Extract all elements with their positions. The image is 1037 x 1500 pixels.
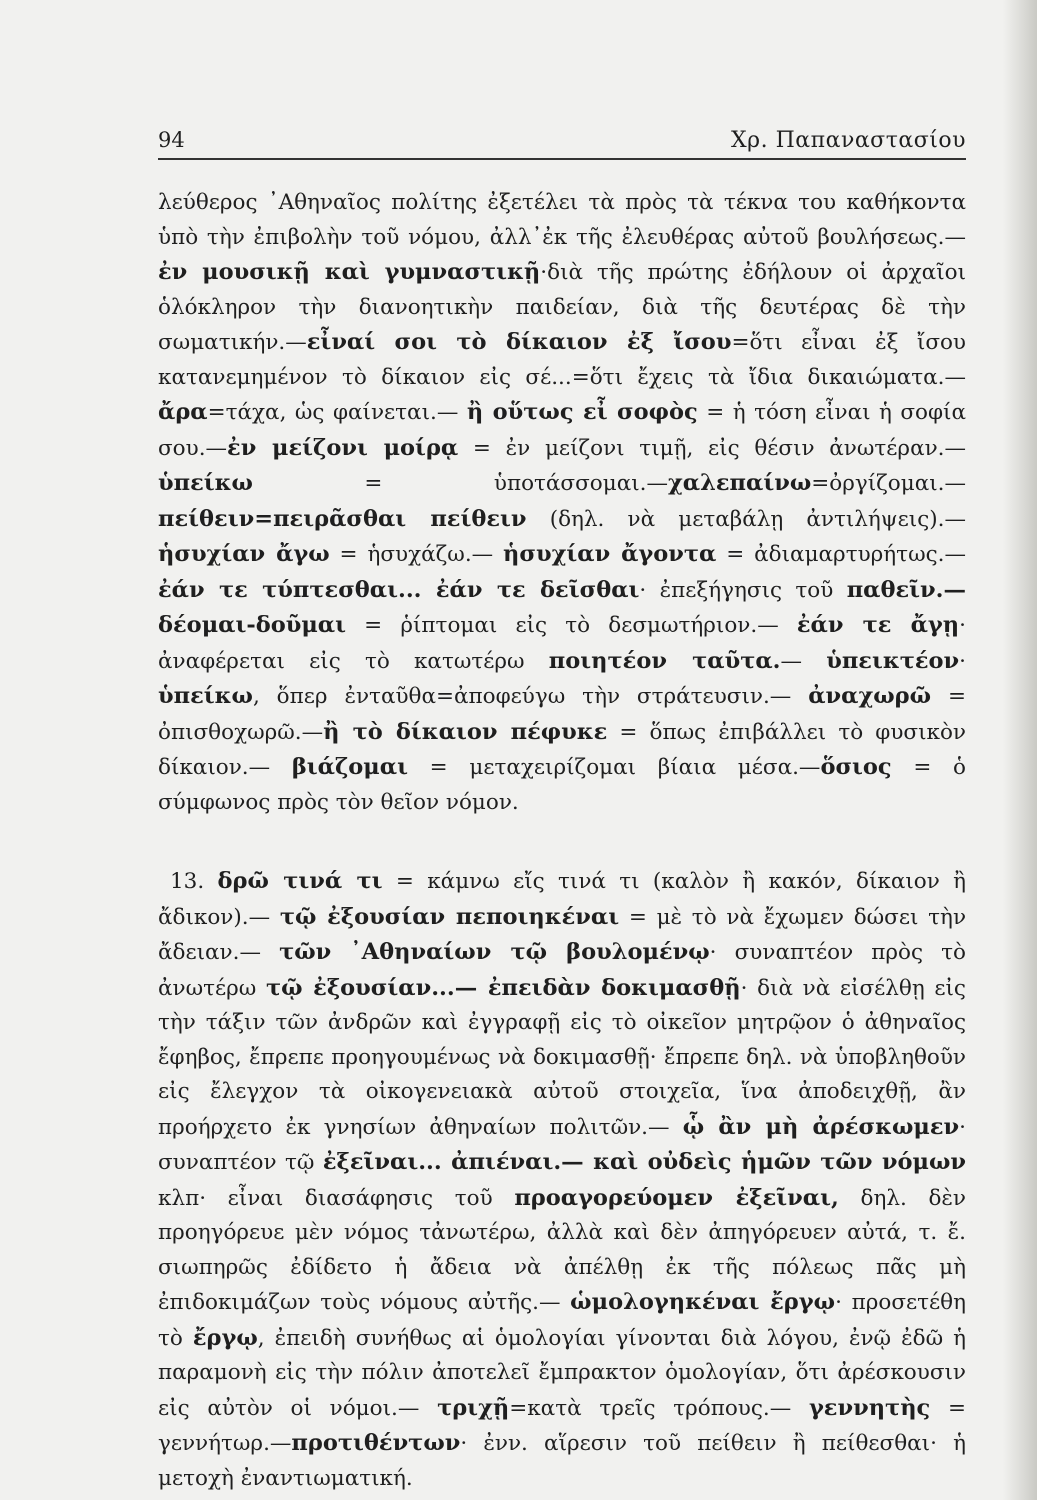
gloss-text: =ὅτι εἶναι ἐξ ἴσου κατανεμημένον τὸ δίκαιον εἰς σέ...=ὅτι ἔχεις τὰ ἴδια δικαιώματα.— xyxy=(158,330,967,390)
lemma: προαγορεύομεν ἐξεῖναι, xyxy=(514,1184,839,1211)
scan-page-edge xyxy=(1003,0,1037,1500)
lemma: ὅσιος xyxy=(820,754,892,780)
lemma: ἄρα xyxy=(158,399,208,425)
lemma: ἐξεῖναι... ἀπιέναι.— καὶ οὐδεὶς ἡμῶν τῶν νόμων xyxy=(322,1149,967,1175)
gloss-text: (δηλ. νὰ μεταβάλῃ ἀντιλήψεις).— xyxy=(526,506,966,532)
lemma: ἐάν τε ἄγῃ xyxy=(796,612,960,638)
lemma: παθεῖν.—δέομαι-δοῦμαι xyxy=(158,576,967,638)
lemma: ἡσυχίαν ἄγοντα xyxy=(503,541,717,567)
gloss-text: — xyxy=(780,648,827,674)
lemma: ἀναχωρῶ xyxy=(808,683,932,709)
gloss-text: = ῥίπτομαι εἰς τὸ δεσμωτήριον.— xyxy=(346,613,797,638)
lemma: ὑπείκω xyxy=(158,683,253,709)
gloss-text: =τάχα, ὡς φαίνεται.— xyxy=(207,400,467,425)
gloss-text: = ὀπισθοχωρῶ.— xyxy=(158,684,966,745)
gloss-text: ·διὰ τῆς πρώτης ἐδήλουν οἱ ἀρχαῖοι ὁλόκληρον τὴν διανοητικὴν παιδείαν, διὰ τῆς δευτέρας δὲ τὴν σωματικήν.— xyxy=(158,260,966,355)
lemma: ὡμολογηκέναι ἔργῳ xyxy=(570,1289,836,1315)
gloss-text: · ἐνν. αἵρεσιν τοῦ πείθειν ἢ πείθεσθαι· ἡ μετοχὴ ἐναντιωματική. xyxy=(158,1431,966,1491)
lemma: τῶν ᾿Αθηναίων τῷ βουλομένῳ xyxy=(279,939,710,965)
lemma: ἢ οὕτως εἶ σοφὸς xyxy=(466,399,698,425)
lemma: προτιθέντων xyxy=(291,1430,461,1456)
lemma: ἐάν τε τύπτεσθαι... ἐάν τε δεῖσθαι xyxy=(158,576,640,603)
gloss-text: = ἀδιαμαρτυρήτως.— xyxy=(716,542,966,567)
page-number: 94 xyxy=(158,128,185,152)
lemma: τριχῇ xyxy=(437,1394,510,1421)
gloss-text: · συναπτέον τῷ xyxy=(158,1114,966,1175)
gloss-text: · προσετέθη τὸ xyxy=(158,1290,966,1351)
gloss-text: · xyxy=(959,648,967,674)
gloss-text: = ἡ τόση εἶναι ἡ σοφία σου.— xyxy=(158,400,967,461)
gloss-text: κλπ· εἶναι διασάφησις τοῦ xyxy=(158,1185,515,1211)
lemma: ἔργῳ xyxy=(192,1324,258,1351)
gloss-text: = ὅπως ἐπιβάλλει τὸ φυσικὸν δίκαιον.— xyxy=(158,719,966,780)
gloss-text: , ἐπειδὴ συνήθως αἱ ὁμολογίαι γίνονται διὰ λόγου, ἐνῷ ἐδῶ ἡ παραμονὴ εἰς τὴν πόλιν ἀποτελεῖ ἔμπρακτον ὁμολογίαν, ὅτι ἀρέσκουσιν εἰς αὐτὸν οἱ νόμοι.— xyxy=(158,1325,966,1421)
lemma: ποιητέον ταῦτα. xyxy=(548,647,781,674)
lemma: ἐν μείζονι μοίρᾳ xyxy=(227,434,459,461)
lemma: τῷ ἐξουσίαν πεποιηκέναι xyxy=(279,903,620,930)
gloss-text: 13. xyxy=(170,869,218,894)
lemma: ἢ τὸ δίκαιον πέφυκε xyxy=(323,718,608,745)
lemma: ὑπείκω xyxy=(158,470,253,496)
lemma: δρῶ τινά τι xyxy=(217,868,383,894)
gloss-text: · διὰ νὰ εἰσέλθῃ εἰς τὴν τάξιν τῶν ἀνδρῶν καὶ ἐγγραφῇ εἰς τὸ οἰκεῖον μητρῷον ὁ ἀθηναῖος ἔφηβος, ἔπρεπε προηγουμένως νὰ δοκιμασθῇ· ἔπρεπε δηλ. νὰ ὑποβληθοῦν εἰς ἔλεγχον τὰ οἰκογενειακὰ αὐτοῦ στοιχεῖα, ἵνα ἀποδειχθῇ, ἂν προήρχετο ἐκ γνησίων ἀθηναίων πολιτῶν.— xyxy=(158,975,966,1140)
gloss-text: = μὲ τὸ νὰ ἔχωμεν δώσει τὴν ἄδειαν.— xyxy=(158,904,967,965)
gloss-text: = κάμνω εἴς τινά τι (καλὸν ἢ κακόν, δίκαιον ἢ ἄδικον).— xyxy=(158,869,967,930)
gloss-text: , ὅπερ ἐνταῦθα=ἀποφεύγω τὴν στράτευσιν.— xyxy=(252,684,809,709)
lemma: γεννητὴς xyxy=(808,1394,931,1421)
lemma: ἡσυχίαν ἄγω xyxy=(158,541,330,567)
lemma: τῷ ἐξουσίαν...— ἐπειδὰν δοκιμασθῇ xyxy=(265,974,741,1001)
gloss-text: · ἀναφέρεται εἰς τὸ κατωτέρω xyxy=(158,613,966,674)
gloss-text: · ἐπεξήγησις τοῦ xyxy=(639,577,847,603)
lemma: ἐν μουσικῇ καὶ γυμναστικῇ xyxy=(158,259,541,285)
running-head: Χρ. Παπαναστασίου xyxy=(731,128,966,153)
lemma: χαλεπαίνω xyxy=(667,470,812,496)
lemma: εἶναί σοι τὸ δίκαιον ἐξ ἴσου xyxy=(306,329,732,355)
gloss-text: λεύθερος ᾿Αθηναῖος πολίτης ἐξετέλει τὰ πρὸς τὰ τέκνα του καθήκοντα ὑπὸ τὴν ἐπιβολὴν τοῦ νόμου, ἀλλ᾿ἐκ τῆς ἐλευθέρας αὐτοῦ βουλήσεως.— xyxy=(158,190,966,250)
commentary-paragraph-13 xyxy=(158,864,966,1496)
gloss-text: = ἐν μείζονι τιμῇ, εἰς θέσιν ἀνωτέραν.— xyxy=(458,435,966,461)
lemma: ᾧ ἂν μὴ ἀρέσκωμεν xyxy=(682,1113,960,1140)
lemma: πείθειν=πειρᾶσθαι πείθειν xyxy=(158,505,527,532)
gloss-text: δηλ. δὲν προηγόρευε μὲν νόμος τἀνωτέρω, ἀλλὰ καὶ δὲν ἀπηγόρευεν αὐτά, τ. ἔ. σιωπηρῶς ἐδίδετο ἡ ἄδεια νὰ ἀπέλθῃ ἐκ τῆς πόλεως πᾶς μὴ ἐπιδοκιμάζων τοὺς νόμους αὐτῆς.— xyxy=(158,1185,966,1315)
gloss-text: =ὀργίζομαι.— xyxy=(811,471,966,496)
page-header xyxy=(158,128,966,160)
gloss-text: = γεννήτωρ.— xyxy=(158,1395,966,1456)
lemma: βιάζομαι xyxy=(291,754,408,780)
gloss-text: = μεταχειρίζομαι βίαια μέσα.— xyxy=(407,755,821,780)
commentary-paragraph-1 xyxy=(158,186,966,820)
paragraph-gap xyxy=(158,820,966,864)
gloss-text: · συναπτέον πρὸς τὸ ἀνωτέρω xyxy=(158,940,966,1001)
body-text xyxy=(158,186,966,1496)
gloss-text: = ἡσυχάζω.— xyxy=(329,542,504,567)
gloss-text: = ὑποτάσσομαι.— xyxy=(252,471,668,496)
lemma: ὑπεικτέον xyxy=(826,647,960,674)
gloss-text: = ὁ σύμφωνος πρὸς τὸν θεῖον νόμον. xyxy=(158,755,966,815)
gloss-text: =κατὰ τρεῖς τρόπους.— xyxy=(509,1395,809,1421)
